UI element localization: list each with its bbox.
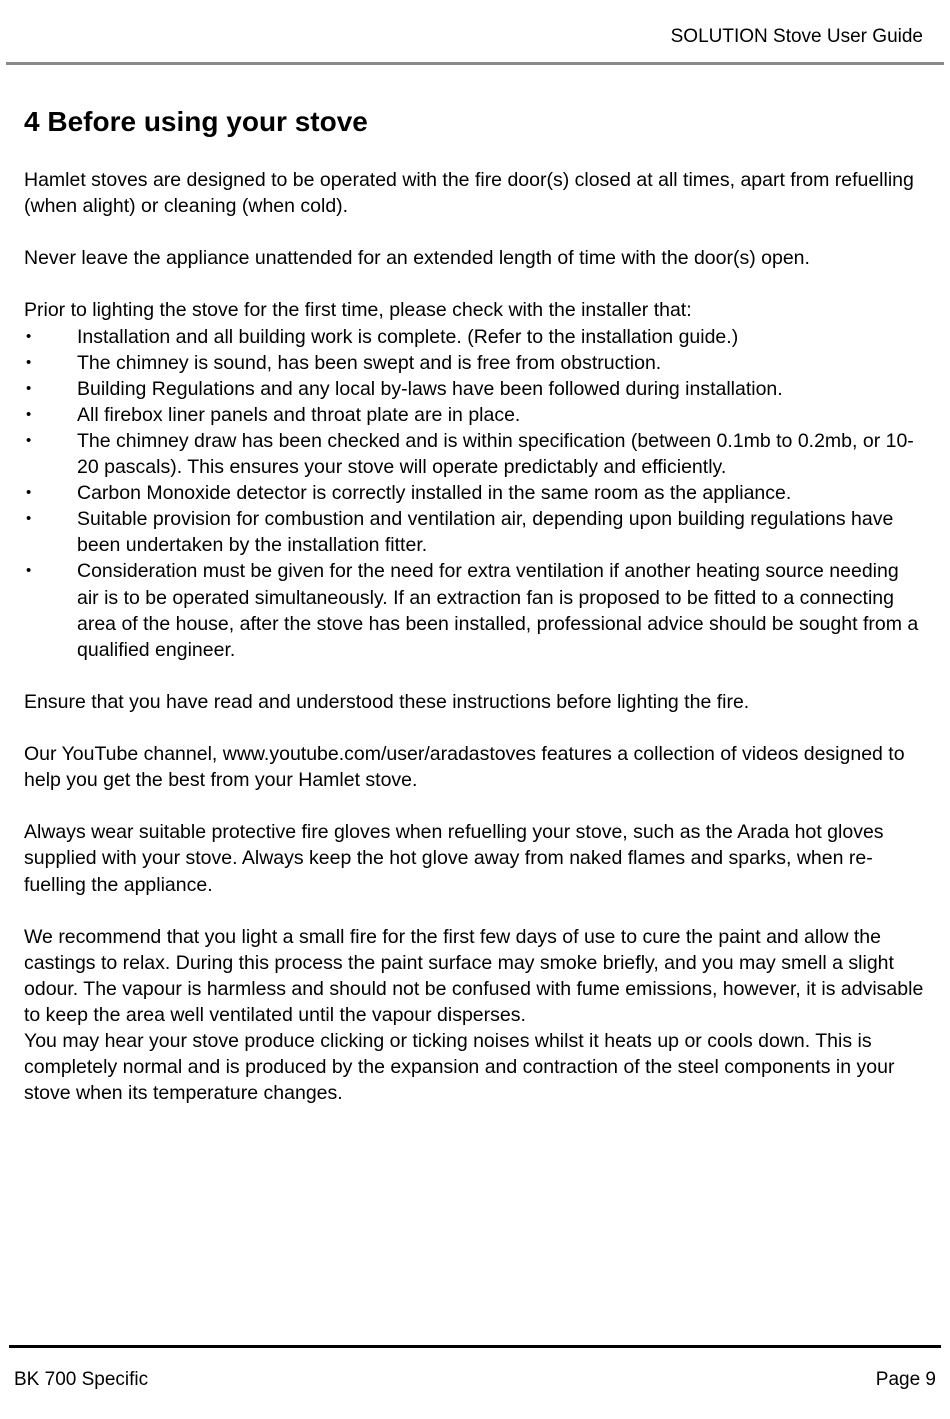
paragraph-door-operation: Hamlet stoves are designed to be operated with the fire door(s) closed at all times, apart from refuelling (when alight) or cleaning (when cold). (24, 169, 914, 218)
section-title: 4 Before using your stove (24, 106, 368, 137)
footer-model: BK 700 Specific (14, 1369, 149, 1390)
list-item: • All firebox liner panels and throat plate are in place. (24, 402, 924, 428)
bullet-icon: • (26, 431, 32, 449)
list-item: • Carbon Monoxide detector is correctly installed in the same room as the appliance. (24, 480, 924, 506)
list-item: • The chimney draw has been checked and is within specification (between 0.1mb to 0.2mb, or 10-20 pascals). This ensures your stove will operate predictably and efficiently. (26, 429, 914, 479)
footer-divider (9, 1345, 941, 1348)
list-item: • Building Regulations and any local by-laws have been followed during installation. (24, 376, 924, 402)
bullet-icon: • (26, 510, 32, 528)
list-item: • Consideration must be given for the need for extra ventilation if another heating source needing air is to be operated simultaneously. If an extraction fan is proposed to be fitted to a connecting area of the house, after the stove has been installed, professional advice should be sought from a qualified engineer. (26, 560, 919, 661)
header-divider (6, 62, 944, 65)
list-item: • Suitable provision for combustion and ventilation air, depending upon building regulations have been undertaken by the installation fitter. (26, 508, 894, 557)
list-item: • The chimney is sound, has been swept and is free from obstruction. (24, 350, 924, 376)
bullet-icon: • (26, 327, 32, 345)
paragraph-protective-gloves: Always wear suitable protective fire gloves when refuelling your stove, such as the Arada hot gloves supplied with your stove. Always keep the hot glove away from naked flames and sparks, when re-fuelling the appliance. (24, 821, 884, 896)
paragraph-clicking-noises: You may hear your stove produce clicking or ticking noises whilst it heats up or cools down. This is completely normal and is produced by the expansion and contraction of the steel components in your stove when its temperature changes. (24, 1030, 895, 1105)
list-item: • Installation and all building work is complete. (Refer to the installation guide.) (24, 324, 924, 350)
page-body (24, 167, 924, 1106)
paragraph-checklist-intro: Prior to lighting the stove for the first time, please check with the installer that: (24, 299, 692, 322)
paragraph-unattended-warning: Never leave the appliance unattended for an extended length of time with the door(s) open. (24, 247, 810, 270)
bullet-icon: • (26, 405, 32, 423)
running-header: SOLUTION Stove User Guide (670, 26, 923, 47)
bullet-icon: • (26, 353, 32, 371)
paragraph-youtube-channel: Our YouTube channel, www.youtube.com/user/aradastoves features a collection of videos designed to help you get the best from your Hamlet stove. (24, 743, 905, 792)
page-number: Page 9 (875, 1369, 936, 1390)
bullet-icon: • (26, 562, 32, 580)
paragraph-read-instructions: Ensure that you have read and understood these instructions before lighting the fire. (24, 690, 750, 713)
paragraph-curing-paint: We recommend that you light a small fire for the first few days of use to cure the paint and allow the castings to relax. During this process the paint surface may smoke briefly, and you may smell a slight odour. The vapour is harmless and should not be confused with fume emissions, however, it is advisable to keep the area well ventilated until the vapour disperses. (24, 925, 924, 1026)
installer-checklist (24, 324, 924, 663)
bullet-icon: • (26, 379, 32, 397)
bullet-icon: • (26, 484, 32, 502)
